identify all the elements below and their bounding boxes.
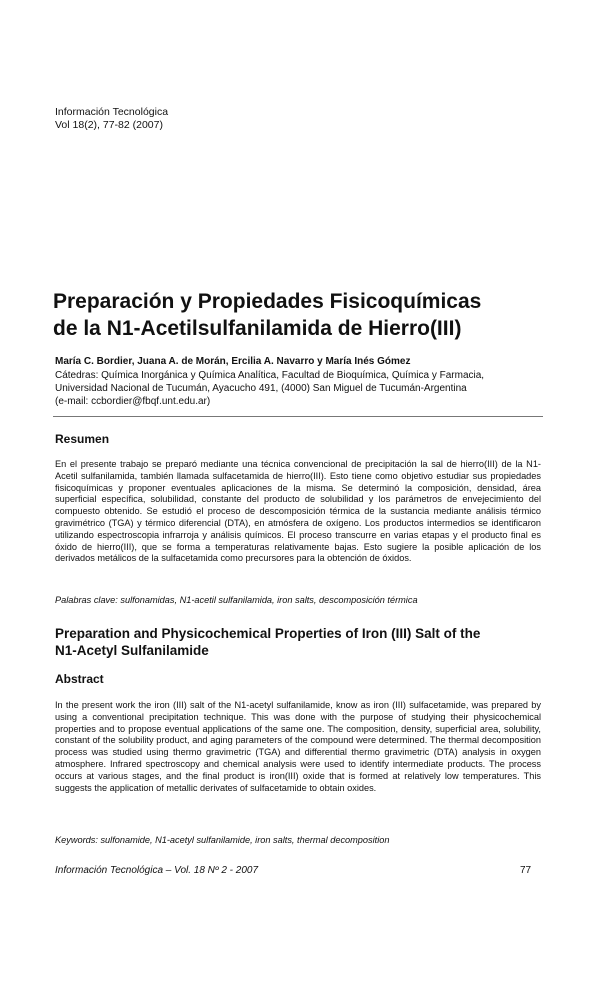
abstract-text: In the present work the iron (III) salt of the N1-acetyl sulfanilamide, know as iron (III) sulfacetamide, was prepared by using a conventional precipitation technique. This was done with the purpose of studying their physicochemical properties and to propose eventual applications of the same one. The composition, density, superficial area, solubility, constant of the solubility product, and aging parameters of the compound were determined. The thermal decomposition process was studied using thermo gravimetric (TGA) and differential thermo gravimetric (DTA) analysis in oxygen atmosphere. Infrared spectroscopy and chemical analysis were used to identify intermediate products. The process occurs at various stages, and the final product is iron(III) oxide that is formed at relatively low temperatures. This suggests the application of metallic derivates of sulfacetamide to obtain oxides. [55,700,541,793]
journal-header [55,106,168,132]
paper-title [53,288,553,342]
resumen-keywords: Palabras clave: sulfonamidas, N1-acetil sulfanilamida, iron salts, descomposición térmica [55,595,418,605]
resumen-heading: Resumen [55,432,110,446]
divider [53,416,543,417]
affiliation [55,369,555,408]
journal-volume: Vol 18(2), 77-82 (2007) [55,119,163,131]
english-title-line-2: N1-Acetyl Sulfanilamide [55,643,209,658]
authors: María C. Bordier, Juana A. de Morán, Ercilia A. Navarro y María Inés Gómez [55,356,411,367]
english-title-line-1: Preparation and Physicochemical Properties of Iron (III) Salt of the [55,626,481,641]
journal-name: Información Tecnológica [55,106,169,118]
english-title [55,625,545,659]
affiliation-line-2: Universidad Nacional de Tucumán, Ayacucho 491, (4000) San Miguel de Tucumán-Argentina [55,383,467,394]
page-number: 77 [520,865,532,876]
title-line-1: Preparación y Propiedades Fisicoquímicas [53,290,482,313]
abstract-heading: Abstract [55,672,104,686]
abstract-keywords: Keywords: sulfonamide, N1-acetyl sulfanilamide, iron salts, thermal decomposition [55,835,390,845]
title-line-2: de la N1-Acetilsulfanilamida de Hierro(III) [53,317,462,340]
affiliation-email: (e-mail: ccbordier@fbqf.unt.edu.ar) [55,396,211,407]
footer-journal: Información Tecnológica – Vol. 18 Nº 2 - 2007 [55,865,259,876]
resumen-text: En el presente trabajo se preparó mediante una técnica convencional de precipitación la sal de hierro(III) de la N1-Acetil sulfanilamida, también llamada sulfacetamida de hierro(III). Esto tiene como objetivo estudiar sus propiedades fisicoquímicas y proponer eventuales aplicaciones de la misma. Se determinó la composición, densidad, área superficial específica, solubilidad, constante del producto de solubilidad y los parámetros de envejecimiento del compuesto obtenido. Se estudió el proceso de descomposición térmica de la sustancia mediante análisis térmico gravimétrico (TGA) y térmico diferencial (DTA), en atmósfera de oxígeno. Los productos intermedios se identificaron utilizando espectroscopia infrarroja y análisis químicos. El proceso transcurre en varias etapas y el producto final es óxido de hierro(III), que se forma a temperaturas relativamente bajas. Esto sugiere la posible aplicación de los derivados metálicos de la sulfacetamida como precursores para la obtención de óxidos. [55,459,541,564]
affiliation-line-1: Cátedras: Química Inorgánica y Química Analítica, Facultad de Bioquímica, Química y Farmacia, [55,370,485,381]
